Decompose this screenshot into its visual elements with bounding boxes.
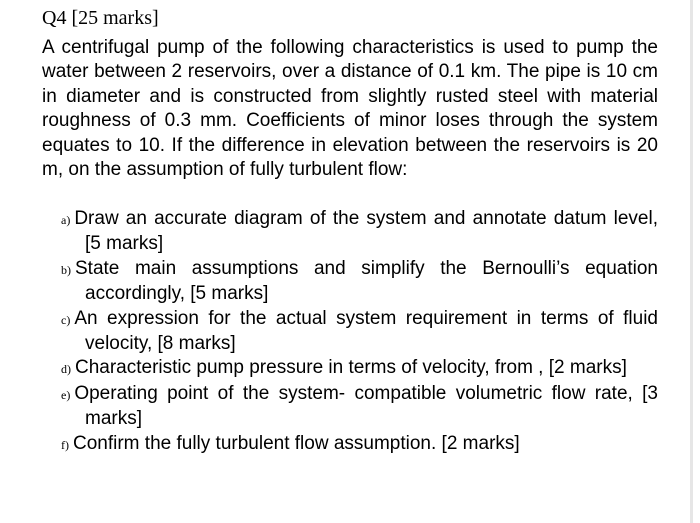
part-letter: c) bbox=[61, 312, 71, 327]
part-text: Characteristic pump pressure in terms of velocity, from , [2 marks] bbox=[75, 357, 627, 379]
question-intro: A centrifugal pump of the following characteristics is used to pump the water between 2 reservoirs, over a distance of 0.1 km. The pipe is 10 cm in diameter and is constructed from slightly rusted steel with material roughness of 0.3 mm. Coefficients of minor loses through the system equates to 10. If the difference in elevation between the reservoirs is 20 m, on the assumption of fully turbulent flow: bbox=[42, 37, 658, 181]
question-part-f bbox=[61, 432, 658, 457]
part-text: Draw an accurate diagram of the system and annotate datum level, [5 marks] bbox=[74, 208, 658, 255]
part-letter: e) bbox=[61, 387, 71, 402]
part-text: Confirm the fully turbulent flow assumption. [2 marks] bbox=[73, 432, 520, 454]
part-text: State main assumptions and simplify the Bernoulli’s equation accordingly, [5 marks] bbox=[75, 257, 658, 305]
part-text: Operating point of the system- compatible volumetric flow rate, [3 marks] bbox=[74, 382, 658, 430]
part-letter: a) bbox=[61, 213, 71, 227]
question-part-e bbox=[61, 382, 658, 432]
question-heading: Q4 [25 marks] bbox=[42, 7, 159, 29]
part-letter: b) bbox=[61, 262, 71, 277]
part-letter: f) bbox=[61, 437, 69, 452]
page-edge-divider bbox=[690, 0, 693, 523]
question-part-a bbox=[61, 207, 658, 257]
question-part-d bbox=[61, 356, 658, 381]
question-part-c bbox=[61, 307, 658, 357]
part-letter: d) bbox=[61, 362, 71, 377]
question-parts-list bbox=[61, 207, 658, 457]
question-part-b bbox=[61, 257, 658, 307]
part-text: An expression for the actual system requirement in terms of fluid velocity, [8 marks] bbox=[74, 307, 658, 355]
